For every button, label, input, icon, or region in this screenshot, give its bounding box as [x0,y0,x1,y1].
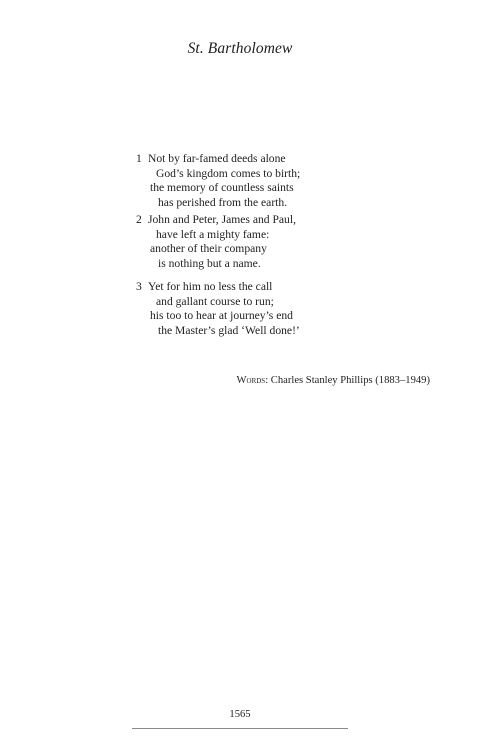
verse-line: his too to hear at journey’s end [150,309,293,323]
verse-line: have left a mighty fame: [156,227,270,241]
verse-line: another of their company [150,242,267,256]
verse-line: the memory of countless saints [150,181,294,195]
verse-line: Not by far-famed deeds alone [148,152,286,165]
credit-label: Words [236,375,266,386]
verse-line: Yet for him no less the call [148,280,273,293]
verse-1 [136,152,396,210]
hymn-title: St. Bartholomew [187,40,293,57]
verse-number: 3 [136,280,142,293]
verse-line: the Master’s glad ‘Well done!’ [158,323,300,337]
verse-line: God’s kingdom comes to birth; [156,166,301,180]
page-number: 1565 [229,709,251,720]
bottom-rule [132,728,348,729]
credit-author: : Charles Stanley Phillips (1883–1949) [265,375,430,386]
verse-number: 1 [136,152,142,165]
verse-line: is nothing but a name. [158,256,261,270]
verse-line: has perished from the earth. [158,195,288,209]
verse-line: and gallant course to run; [156,294,274,308]
verse-number: 2 [136,213,142,226]
verse-line: John and Peter, James and Paul, [148,213,296,226]
verse-2 [136,213,396,271]
verse-3 [136,280,396,338]
words-credit [237,375,430,386]
